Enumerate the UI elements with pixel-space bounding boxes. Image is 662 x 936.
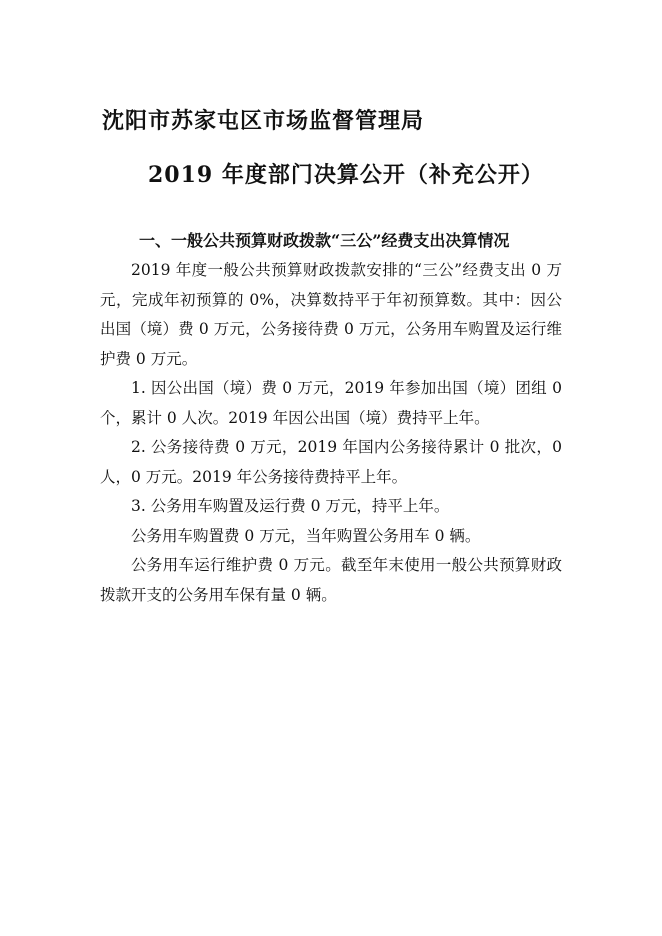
section-heading: 一、一般公共预算财政拨款“三公”经费支出决算情况 (139, 231, 510, 250)
paragraph-vehicle-operation: 公务用车运行维护费 0 万元。截至年末使用一般公共预算财政拨款开支的公务用车保有量 0 辆。 (100, 556, 562, 604)
organization-title: 沈阳市苏家屯区市场监督管理局 (102, 108, 425, 134)
paragraph-summary: 2019 年度一般公共预算财政拨款安排的“三公”经费支出 0 万元，完成年初预算的 0%，决算数持平于年初预算数。其中：因公出国（境）费 0 万元，公务接待费 0 万元，公务用车购置及运行维护费 0 万元。 (100, 261, 562, 368)
paragraph-vehicle-purchase: 公务用车购置费 0 万元，当年购置公务用车 0 辆。 (131, 526, 481, 545)
paragraph-overseas-travel: 1. 因公出国（境）费 0 万元，2019 年参加出国（境）团组 0 个，累计 0 人次。2019 年因公出国（境）费持平上年。 (100, 379, 562, 427)
paragraph-vehicles: 3. 公务用车购置及运行费 0 万元，持平上年。 (131, 497, 450, 515)
paragraph-reception: 2. 公务接待费 0 万元，2019 年国内公务接待累计 0 批次，0 人，0 万元。2019 年公务接待费持平上年。 (100, 438, 562, 486)
document-title: 2019 年度部门决算公开（补充公开） (148, 162, 544, 188)
document-body (100, 256, 562, 610)
